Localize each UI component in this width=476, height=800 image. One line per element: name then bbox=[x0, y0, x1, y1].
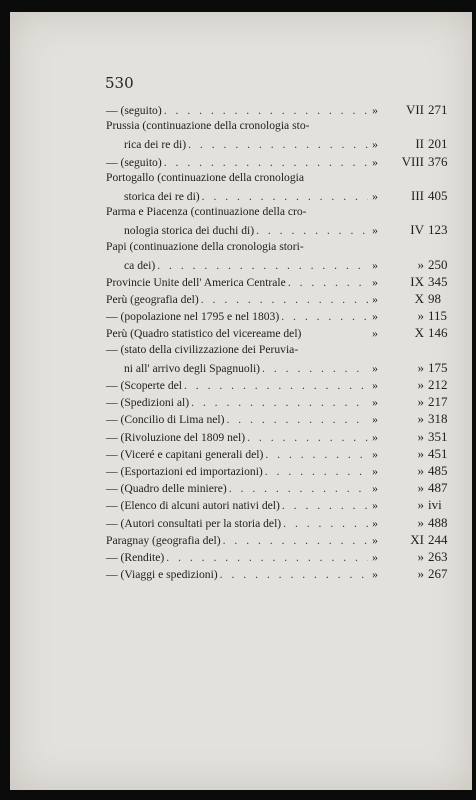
ditto-mark: » bbox=[372, 310, 378, 324]
page-reference: 271 bbox=[428, 102, 448, 117]
entry-text: Papi (continuazione della cronologia stori- bbox=[106, 239, 304, 253]
leader-dots bbox=[200, 190, 368, 203]
ditto-mark: » bbox=[372, 224, 378, 238]
volume-number: VIII bbox=[401, 153, 424, 169]
entry-text: — (Viceré e capitani generali del) bbox=[106, 447, 264, 461]
entry-text: ca dei) bbox=[124, 258, 156, 272]
volume-number: IV bbox=[410, 222, 424, 238]
entry-text: — (Spedizioni al) bbox=[106, 396, 190, 410]
volume-number: » bbox=[417, 566, 424, 582]
page-reference: 451 bbox=[428, 445, 448, 461]
index-line bbox=[106, 171, 456, 188]
volume-number: » bbox=[417, 445, 424, 461]
ditto-mark: » bbox=[372, 379, 378, 392]
index-line bbox=[106, 480, 456, 497]
entry-text: — (seguito) bbox=[106, 155, 162, 169]
entry-text: — (Rivoluzione del 1809 nel) bbox=[106, 430, 246, 444]
entry-text: — (popolazione nel 1795 e nel 1803) bbox=[106, 310, 280, 324]
page-reference: 376 bbox=[428, 153, 448, 169]
volume-number: » bbox=[417, 377, 424, 392]
entry-text: — (Rendite) bbox=[106, 550, 165, 564]
page-reference: 115 bbox=[428, 308, 448, 324]
volume-number: » bbox=[417, 548, 424, 564]
ditto-mark: » bbox=[372, 189, 378, 203]
index-line bbox=[106, 102, 456, 119]
page-reference: 351 bbox=[428, 428, 448, 444]
entry-text: nologia storica dei duchi di) bbox=[124, 224, 255, 238]
leader-dots bbox=[280, 499, 368, 512]
index-line bbox=[106, 343, 456, 360]
ditto-mark: » bbox=[372, 516, 378, 530]
entry-text: storica dei re di) bbox=[124, 189, 200, 203]
leader-dots bbox=[227, 482, 368, 495]
page-reference: 123 bbox=[428, 222, 448, 238]
leader-dots bbox=[218, 568, 368, 581]
entry-text: — (Elenco di alcuni autori nativi del) bbox=[106, 499, 280, 513]
ditto-mark: » bbox=[372, 258, 378, 272]
index-line bbox=[106, 497, 456, 514]
page-reference: 98 bbox=[428, 291, 441, 307]
page-reference: 212 bbox=[428, 377, 448, 392]
index-line bbox=[106, 411, 456, 428]
volume-number: IX bbox=[410, 273, 424, 289]
index-line bbox=[106, 274, 456, 291]
volume-number: II bbox=[415, 136, 424, 152]
index-line bbox=[106, 240, 456, 257]
ditto-mark: » bbox=[372, 275, 378, 289]
entry-text: Provincie Unite dell' America Centrale bbox=[106, 275, 286, 289]
leader-dots bbox=[286, 276, 368, 289]
ditto-mark: » bbox=[372, 396, 378, 410]
volume-number: » bbox=[417, 256, 424, 272]
entry-text: — (seguito) bbox=[106, 104, 162, 117]
page-number: 530 bbox=[105, 74, 134, 92]
index-line bbox=[106, 549, 456, 566]
ditto-mark: » bbox=[372, 104, 378, 117]
leader-dots bbox=[225, 413, 369, 426]
entry-text: — (Viaggi e spedizioni) bbox=[106, 568, 218, 582]
volume-number: » bbox=[417, 462, 424, 478]
leader-dots bbox=[164, 551, 368, 564]
index-line bbox=[106, 566, 456, 583]
entry-text: rica dei re di) bbox=[124, 138, 187, 152]
ditto-mark: » bbox=[372, 413, 378, 427]
index-line bbox=[106, 154, 456, 171]
entry-text: — (Concilio di Lima nel) bbox=[106, 413, 225, 427]
page-reference: 485 bbox=[428, 462, 448, 478]
leader-dots bbox=[155, 259, 368, 272]
volume-number: » bbox=[417, 394, 424, 410]
page-reference: 250 bbox=[428, 256, 448, 272]
volume-number: » bbox=[417, 480, 424, 496]
leader-dots bbox=[260, 362, 368, 375]
volume-number: III bbox=[411, 187, 424, 203]
index-line bbox=[106, 394, 456, 411]
page-reference: 146 bbox=[428, 325, 448, 341]
index-line bbox=[106, 429, 456, 446]
page-reference: 318 bbox=[428, 411, 448, 427]
index-line bbox=[106, 291, 456, 308]
leader-dots bbox=[254, 224, 368, 237]
volume-number: X bbox=[414, 291, 424, 307]
leader-dots bbox=[263, 448, 368, 461]
leader-dots bbox=[162, 104, 368, 117]
page-reference: 487 bbox=[428, 480, 448, 496]
page-reference: 405 bbox=[428, 187, 448, 203]
volume-number: » bbox=[417, 359, 424, 375]
volume-number: » bbox=[417, 428, 424, 444]
index-line bbox=[106, 136, 456, 153]
page-reference: ivi bbox=[428, 497, 442, 513]
ditto-mark: » bbox=[372, 430, 378, 444]
index-line bbox=[106, 188, 456, 205]
ditto-mark: » bbox=[372, 155, 378, 169]
page-reference: 488 bbox=[428, 514, 448, 530]
page-reference: 217 bbox=[428, 394, 448, 410]
page-reference: 201 bbox=[428, 136, 448, 152]
index-line bbox=[106, 205, 456, 222]
leader-dots bbox=[182, 379, 368, 392]
ditto-mark: » bbox=[372, 327, 378, 341]
index-line bbox=[106, 463, 456, 480]
leader-dots bbox=[281, 517, 368, 530]
ditto-mark: » bbox=[372, 293, 378, 307]
page-reference: 175 bbox=[428, 359, 448, 375]
entry-text: — (Esportazioni ed importazioni) bbox=[106, 464, 263, 478]
entry-text: Portogallo (continuazione della cronologia bbox=[106, 170, 304, 184]
index-line bbox=[106, 446, 456, 463]
leader-dots bbox=[245, 431, 368, 444]
volume-number: » bbox=[417, 411, 424, 427]
ditto-mark: » bbox=[372, 447, 378, 461]
volume-number: » bbox=[417, 308, 424, 324]
leader-dots bbox=[279, 310, 368, 323]
ditto-mark: » bbox=[372, 361, 378, 375]
index-line bbox=[106, 532, 456, 549]
index-line bbox=[106, 360, 456, 377]
leader-dots bbox=[221, 534, 368, 547]
entry-text: Parma e Piacenza (continuazione della cro- bbox=[106, 205, 307, 219]
volume-number: XI bbox=[410, 531, 424, 547]
page-reference: 267 bbox=[428, 566, 448, 582]
page-reference: 263 bbox=[428, 548, 448, 564]
volume-number: X bbox=[414, 325, 424, 341]
leader-dots bbox=[162, 156, 368, 169]
index-line bbox=[106, 325, 456, 342]
entry-text: Perù (geografia del) bbox=[106, 293, 199, 307]
entry-text: Perù (Quadro statistico del vicereame del) bbox=[106, 327, 302, 341]
entry-text: — (Scoperte del bbox=[106, 379, 182, 392]
leader-dots bbox=[263, 465, 368, 478]
ditto-mark: » bbox=[372, 499, 378, 513]
ditto-mark: » bbox=[372, 533, 378, 547]
entry-text: Prussia (continuazione della cronologia sto- bbox=[106, 119, 310, 133]
leader-dots bbox=[199, 293, 368, 306]
entry-text: ni all' arrivo degli Spagnuoli) bbox=[124, 361, 261, 375]
index-entries bbox=[106, 102, 456, 583]
ditto-mark: » bbox=[372, 482, 378, 496]
index-line bbox=[106, 515, 456, 532]
index-line bbox=[106, 119, 456, 136]
entry-text: — (Autori consultati per la storia del) bbox=[106, 516, 282, 530]
ditto-mark: » bbox=[372, 464, 378, 478]
leader-dots bbox=[186, 138, 368, 151]
ditto-mark: » bbox=[372, 138, 378, 152]
ditto-mark: » bbox=[372, 568, 378, 582]
entry-text: — (stato della civilizzazione dei Peruvia- bbox=[106, 342, 299, 356]
ditto-mark: » bbox=[372, 550, 378, 564]
index-line bbox=[106, 308, 456, 325]
entry-text: Paragnay (geografia del) bbox=[106, 533, 221, 547]
index-line bbox=[106, 222, 456, 239]
book-page bbox=[10, 12, 472, 790]
leader-dots bbox=[189, 396, 368, 409]
volume-number: » bbox=[417, 497, 424, 513]
page-reference: 244 bbox=[428, 531, 448, 547]
page-reference: 345 bbox=[428, 273, 448, 289]
volume-number: » bbox=[417, 514, 424, 530]
entry-text: — (Quadro delle miniere) bbox=[106, 482, 227, 496]
index-line bbox=[106, 257, 456, 274]
index-line bbox=[106, 377, 456, 394]
volume-number: VII bbox=[405, 102, 424, 117]
